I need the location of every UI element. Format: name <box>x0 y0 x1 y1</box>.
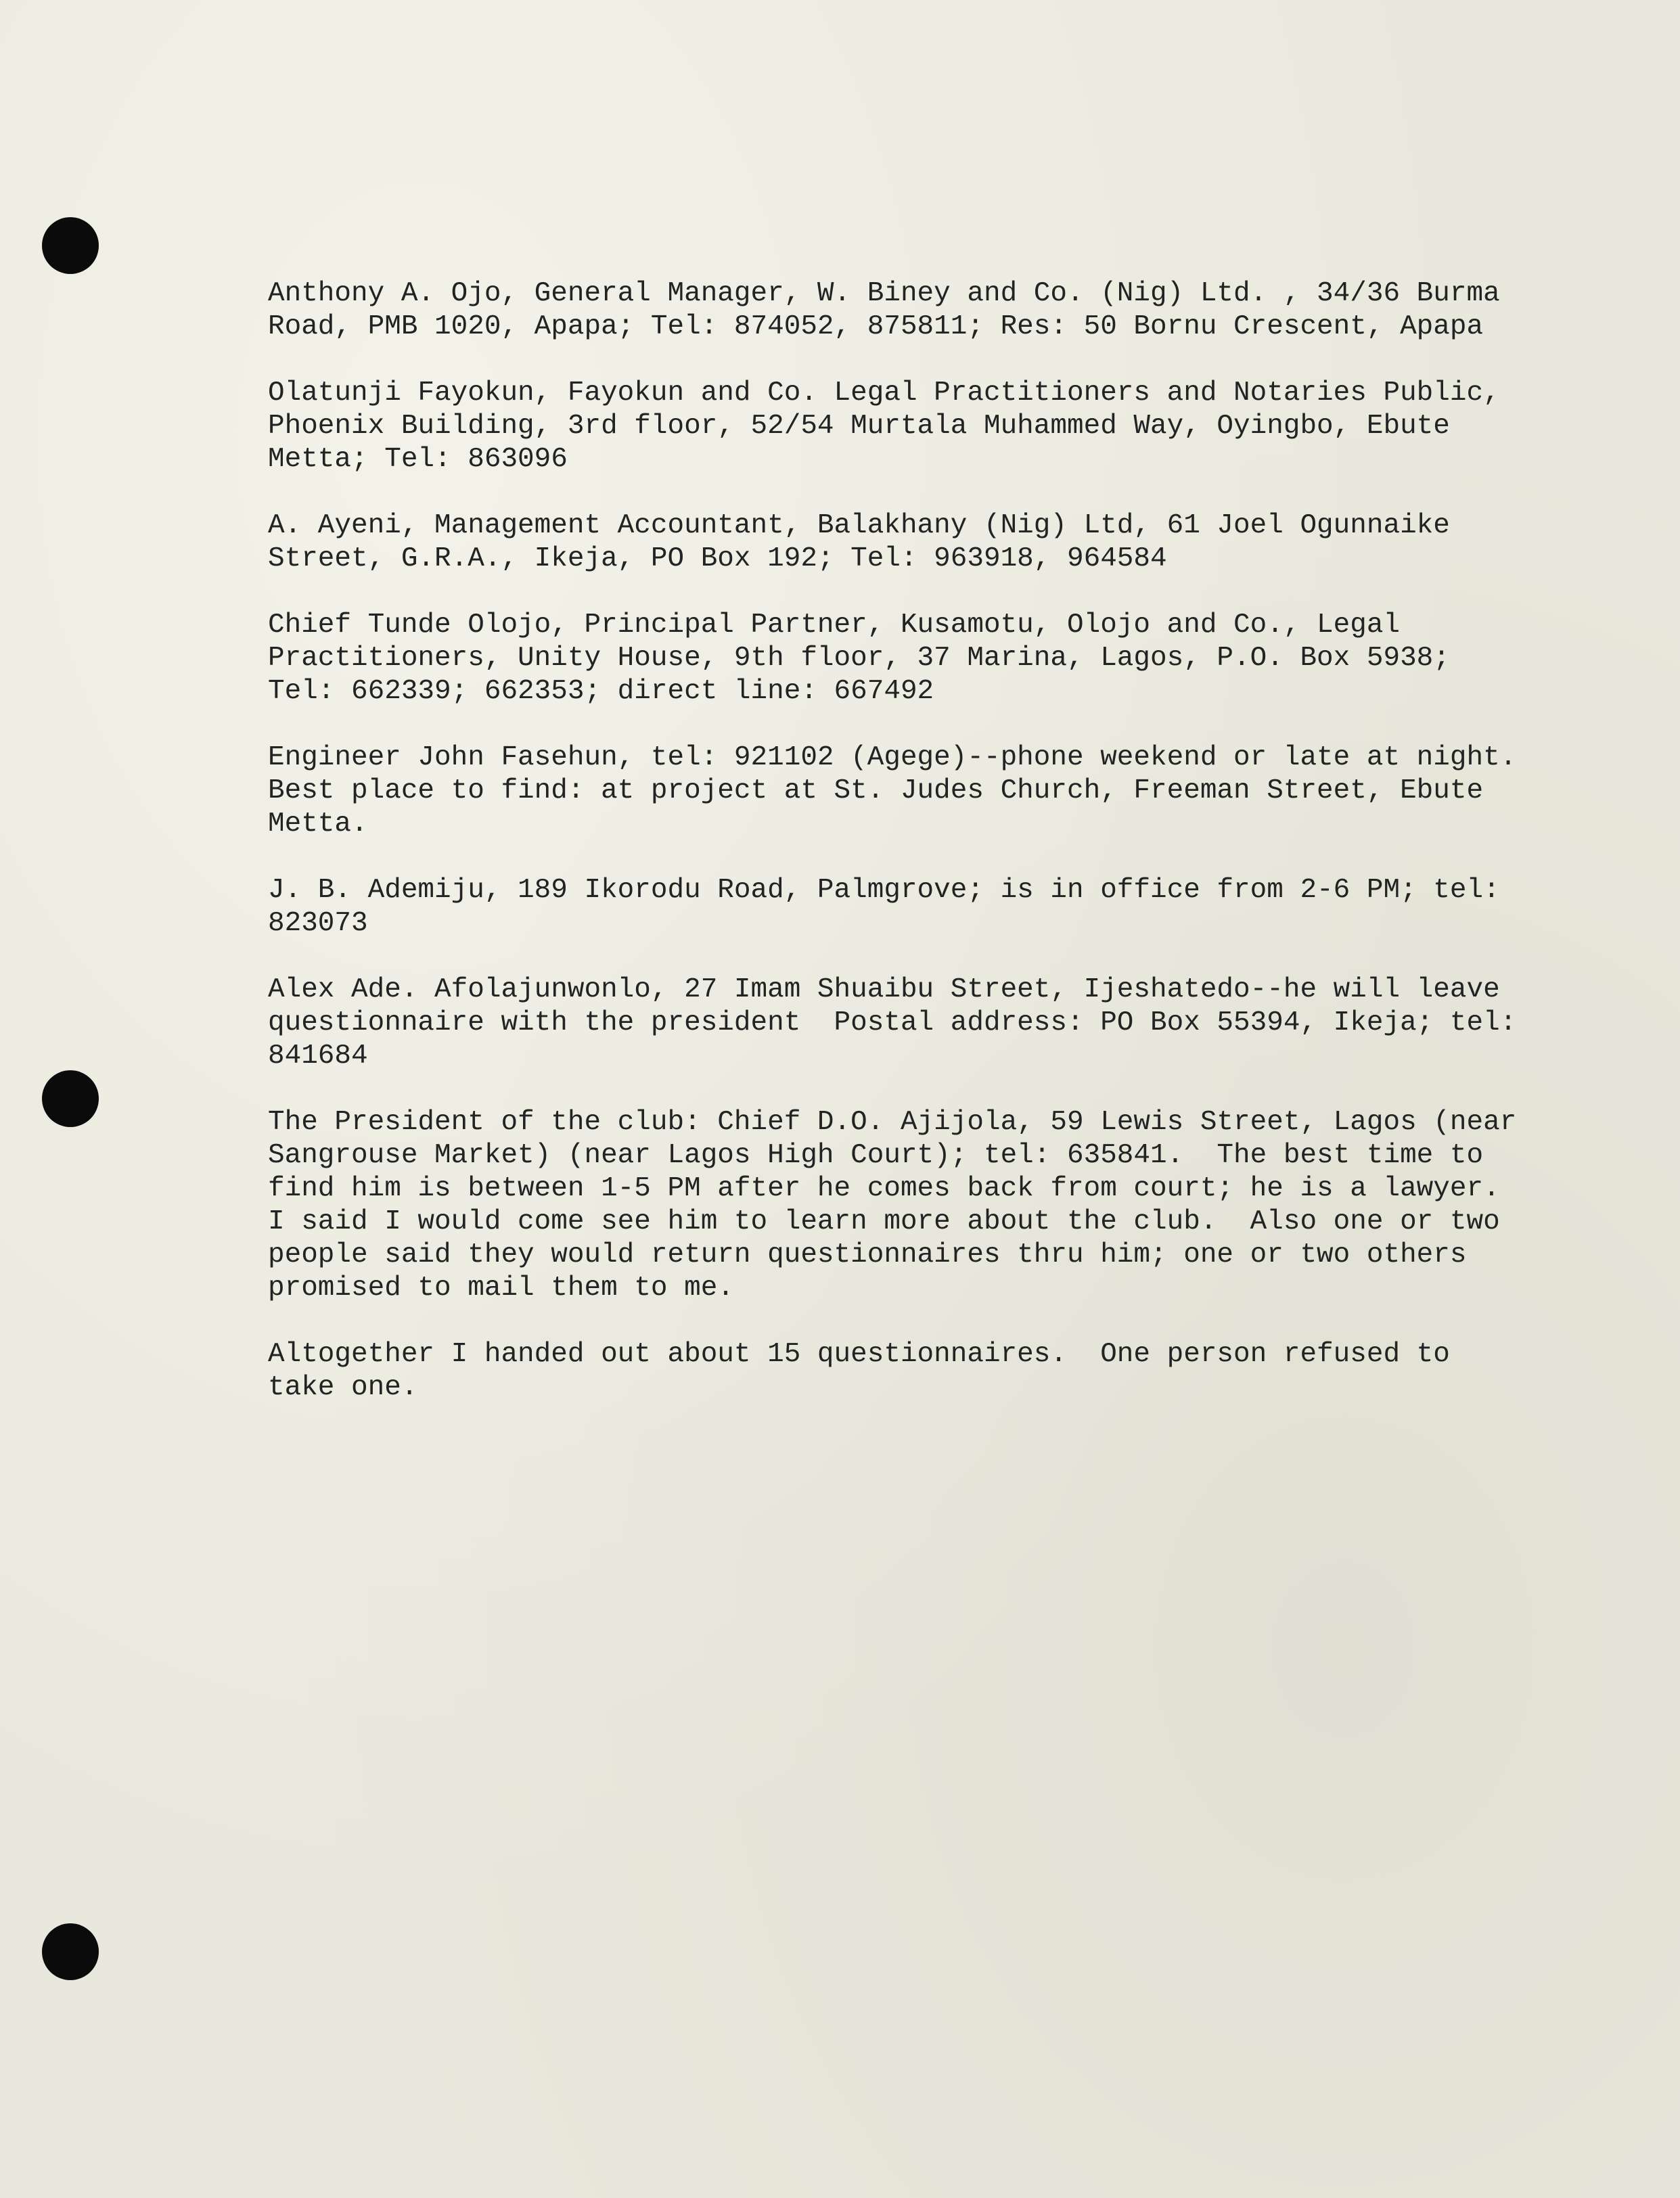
text-line: people said they would return questionnaires thru him; one or two others <box>268 1239 1467 1270</box>
paragraph-tunde-olojo <box>268 609 1526 708</box>
text-line: 823073 <box>268 908 368 939</box>
text-line: Olatunji Fayokun, Fayokun and Co. Legal Practitioners and Notaries Public, <box>268 377 1500 409</box>
text-line: Altogether I handed out about 15 questionnaires. One person refused to <box>268 1339 1450 1370</box>
text-line: Street, G.R.A., Ikeja, PO Box 192; Tel: 963918, 964584 <box>268 543 1167 574</box>
paragraph-a-ayeni <box>268 509 1526 576</box>
text-line: Anthony A. Ojo, General Manager, W. Biney and Co. (Nig) Ltd. , 34/36 Burma <box>268 278 1500 309</box>
text-line: Sangrouse Market) (near Lagos High Court); tel: 635841. The best time to <box>268 1140 1484 1171</box>
text-line: A. Ayeni, Management Accountant, Balakhany (Nig) Ltd, 61 Joel Ogunnaike <box>268 510 1450 541</box>
binder-hole-bottom <box>42 1923 99 1980</box>
text-line: 841684 <box>268 1040 368 1072</box>
text-line: Alex Ade. Afolajunwonlo, 27 Imam Shuaibu Street, Ijeshatedo--he will leave <box>268 974 1500 1005</box>
paragraph-john-fasehun <box>268 741 1526 841</box>
text-line: I said I would come see him to learn more about the club. Also one or two <box>268 1206 1500 1237</box>
text-line: Chief Tunde Olojo, Principal Partner, Kusamotu, Olojo and Co., Legal <box>268 610 1401 641</box>
paragraph-olatunji-fayokun <box>268 377 1526 476</box>
text-line: J. B. Ademiju, 189 Ikorodu Road, Palmgrove; is in office from 2-6 PM; tel: <box>268 875 1500 906</box>
typed-contact-notes <box>268 277 1526 1438</box>
text-line: Road, PMB 1020, Apapa; Tel: 874052, 875811; Res: 50 Bornu Crescent, Apapa <box>268 311 1484 342</box>
text-line: questionnaire with the president Postal address: PO Box 55394, Ikeja; tel: <box>268 1007 1517 1038</box>
paragraph-questionnaire-summary <box>268 1338 1526 1404</box>
text-line: promised to mail them to me. <box>268 1273 734 1304</box>
text-line: find him is between 1-5 PM after he comes back from court; he is a lawyer. <box>268 1173 1500 1204</box>
text-line: Metta; Tel: 863096 <box>268 444 568 475</box>
binder-hole-middle <box>42 1070 99 1127</box>
text-line: Practitioners, Unity House, 9th floor, 37 Marina, Lagos, P.O. Box 5938; <box>268 643 1450 674</box>
text-line: Tel: 662339; 662353; direct line: 667492 <box>268 676 934 707</box>
text-line: Engineer John Fasehun, tel: 921102 (Agege)--phone weekend or late at night. <box>268 742 1517 773</box>
paragraph-alex-afolajunwonlo <box>268 974 1526 1073</box>
binder-hole-top <box>42 217 99 274</box>
paragraph-anthony-ojo <box>268 277 1526 344</box>
text-line: Phoenix Building, 3rd floor, 52/54 Murtala Muhammed Way, Oyingbo, Ebute <box>268 411 1450 442</box>
text-line: Metta. <box>268 808 368 840</box>
text-line: The President of the club: Chief D.O. Ajijola, 59 Lewis Street, Lagos (near <box>268 1107 1517 1138</box>
text-line: take one. <box>268 1372 418 1403</box>
paragraph-club-president <box>268 1106 1526 1305</box>
paragraph-jb-ademiju <box>268 874 1526 940</box>
text-line: Best place to find: at project at St. Judes Church, Freeman Street, Ebute <box>268 775 1484 806</box>
